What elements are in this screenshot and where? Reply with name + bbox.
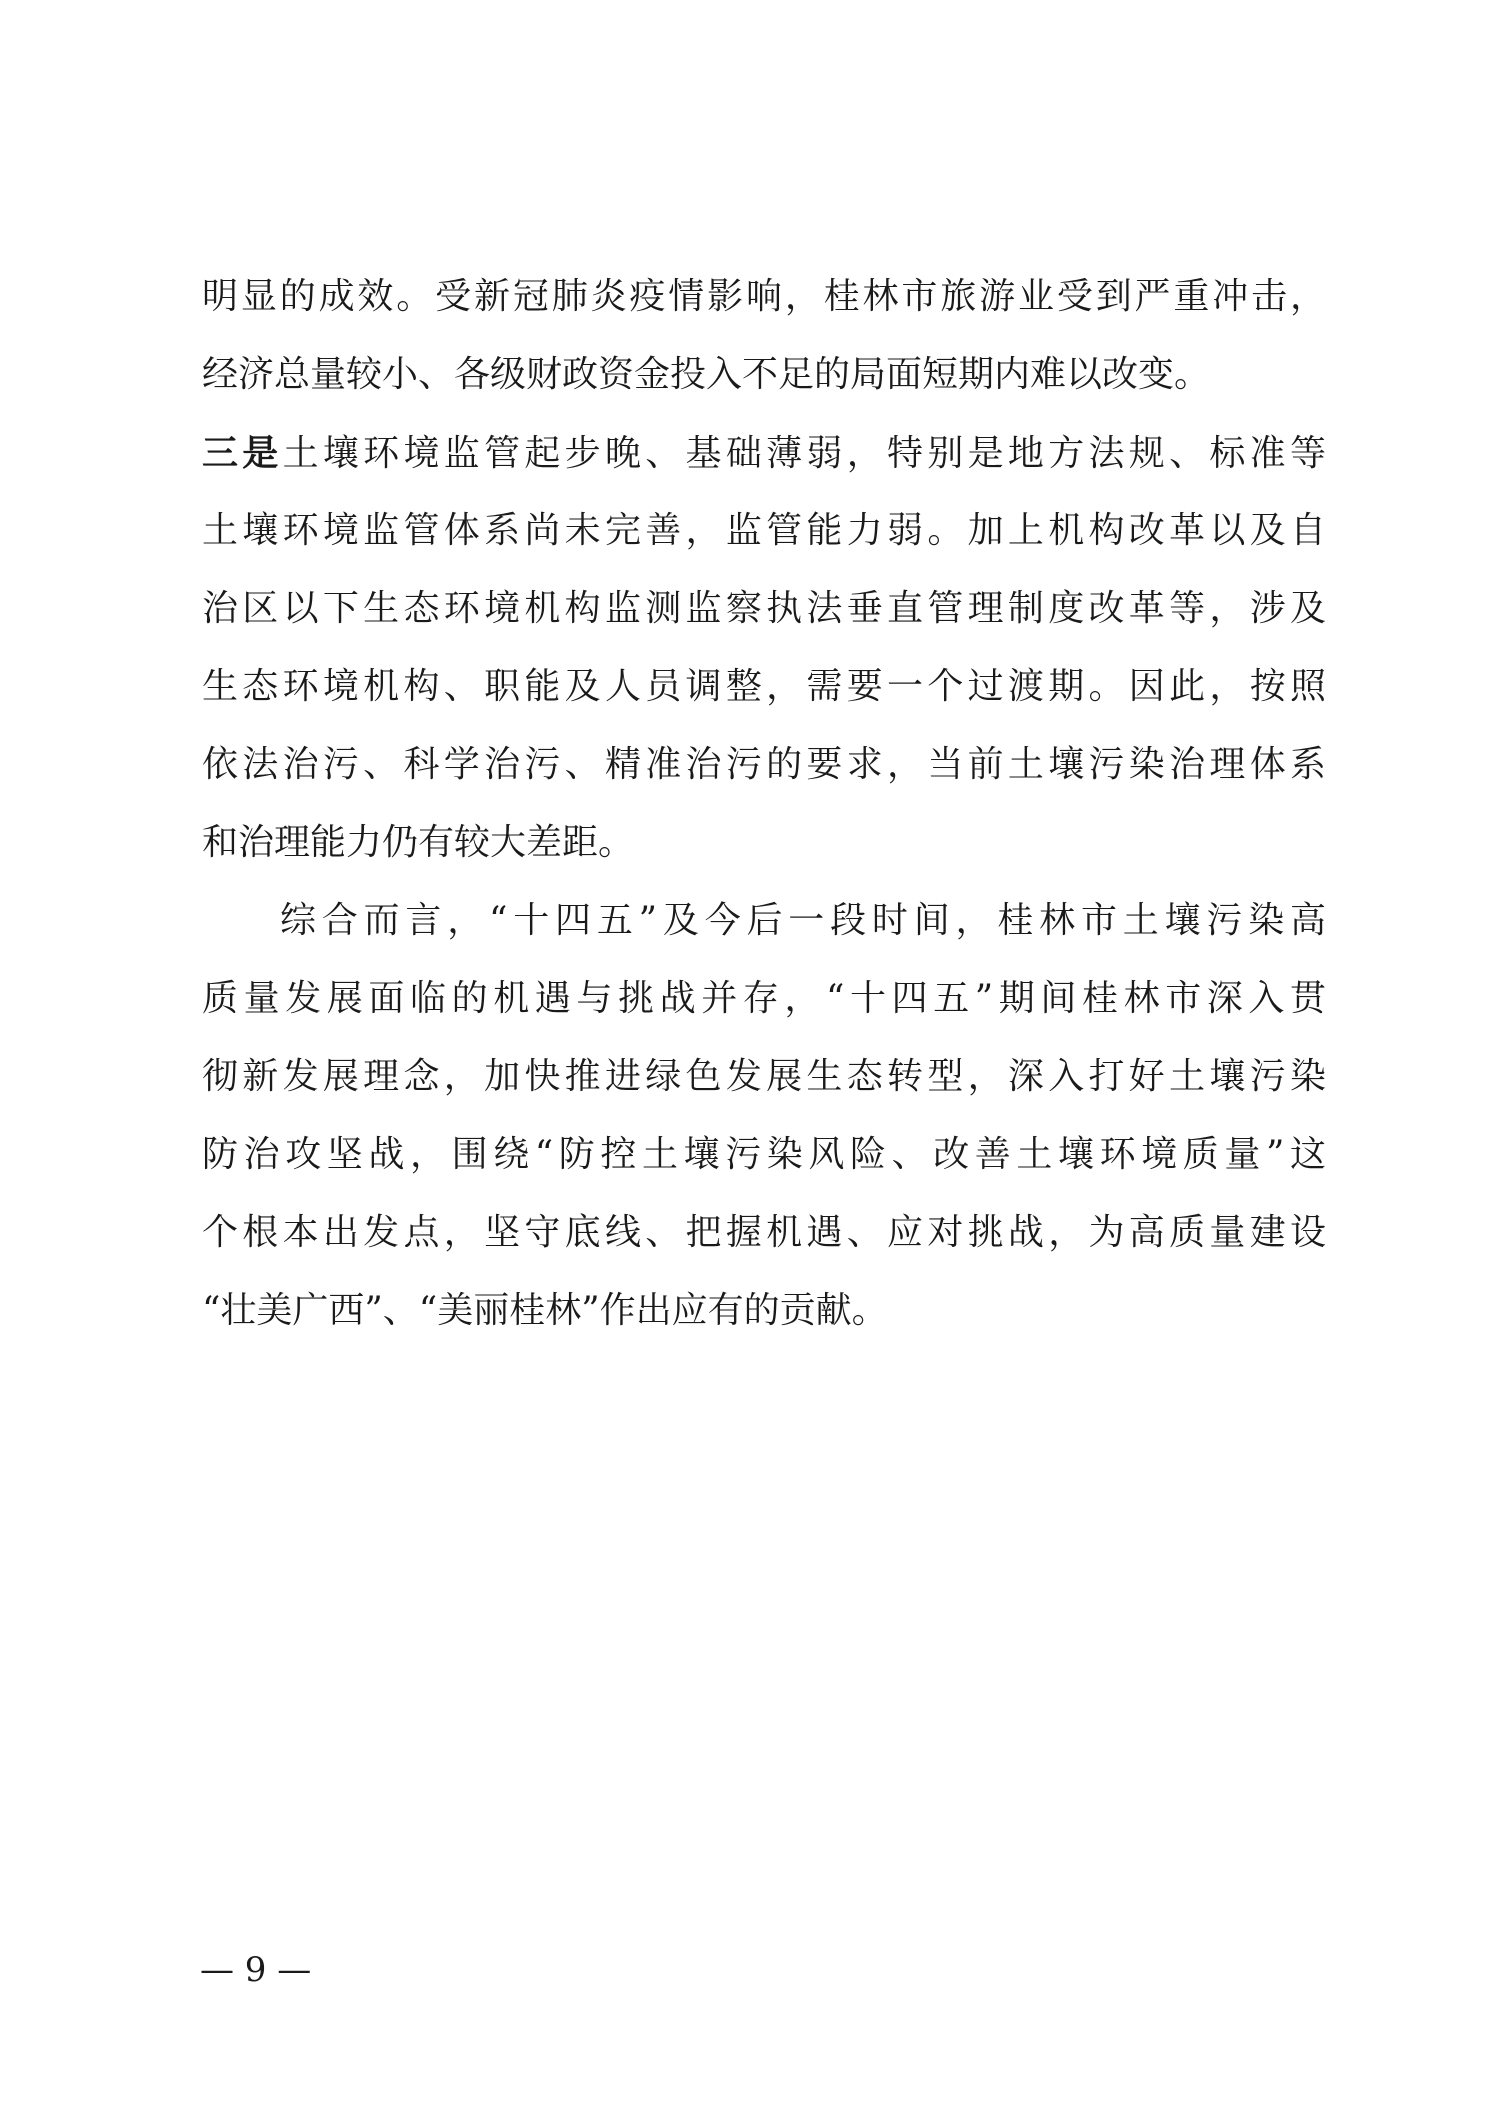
text-line-content: 土壤环境监管起步晚、基础薄弱，特别是地方法规、标准等 [282, 433, 1326, 474]
text-line: 综合而言，“十四五”及今后一段时间，桂林市土壤污染高 [280, 900, 1326, 941]
text-line: 土壤环境监管体系尚未完善，监管能力弱。加上机构改革以及自 [202, 510, 1326, 551]
text-line: 个根本出发点，坚守底线、把握机遇、应对挑战，为高质量建设 [202, 1212, 1326, 1253]
text-line [202, 414, 1326, 492]
text-line: 防治攻坚战，围绕“防控土壤污染风险、改善土壤环境质量”这 [202, 1134, 1326, 1175]
text-line: 彻新发展理念，加快推进绿色发展生态转型，深入打好土壤污染 [202, 1056, 1326, 1097]
text-line: “壮美广西”、“美丽桂林”作出应有的贡献。 [202, 1290, 888, 1331]
text-line: 治区以下生态环境机构监测监察执法垂直管理制度改革等，涉及 [202, 588, 1326, 629]
text-line: 明显的成效。受新冠肺炎疫情影响，桂林市旅游业受到严重冲击， [202, 276, 1326, 317]
page-number: — 9 — [200, 1950, 312, 1990]
paragraph-lead: 三是 [202, 432, 283, 474]
text-line: 生态环境机构、职能及人员调整，需要一个过渡期。因此，按照 [202, 666, 1326, 707]
text-line: 质量发展面临的机遇与挑战并存，“十四五”期间桂林市深入贯 [202, 978, 1326, 1019]
text-line: 和治理能力仍有较大差距。 [202, 822, 635, 863]
document-body [202, 258, 1326, 1350]
text-line: 依法治污、科学治污、精准治污的要求，当前土壤污染治理体系 [202, 744, 1326, 785]
text-line: 经济总量较小、各级财政资金投入不足的局面短期内难以改变。 [202, 354, 1211, 395]
